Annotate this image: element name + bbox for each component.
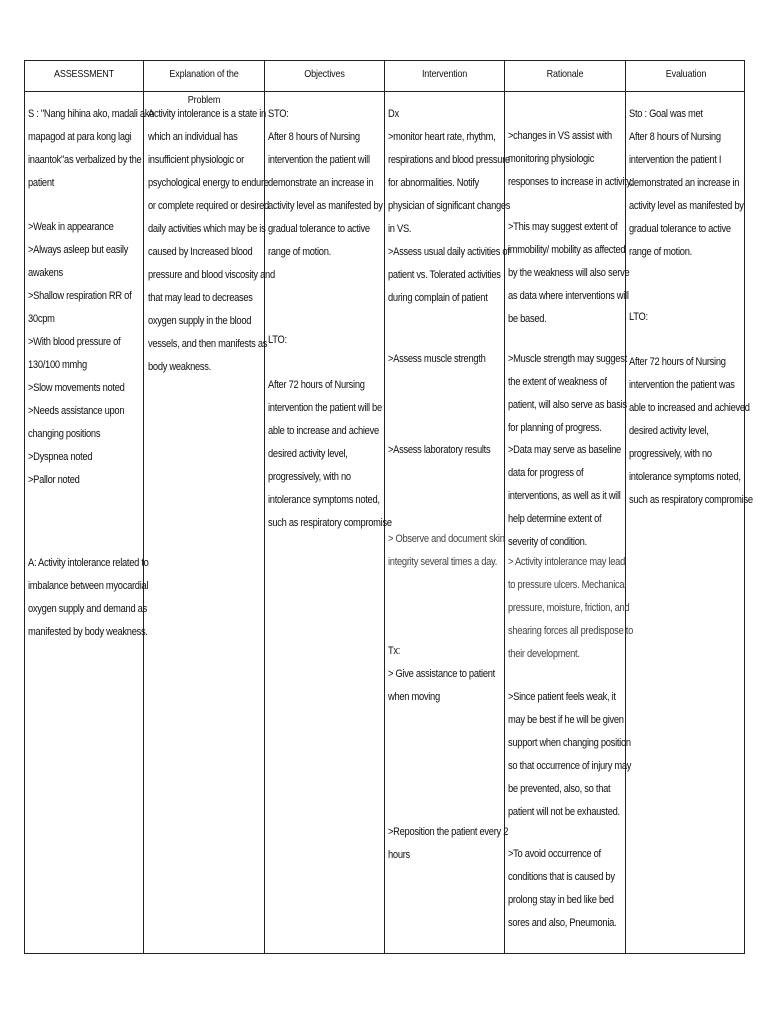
intervention-dx: Dx >monitor heart rate, rhythm, respirations and blood pressure for abnormalities. Notify physician of significant changes in VS. >Assess usual daily activities of patient vs. Tolerated activities during complain of patient <box>388 108 511 304</box>
intervention-tx: Tx: > Give assistance to patient when moving <box>388 645 495 703</box>
evaluation-lto-label: LTO: <box>629 311 648 323</box>
objectives-lto: After 72 hours of Nursing intervention the patient will be able to increase and achieve desired activity level, progressively, with no intolerance symptoms noted, such as respiratory compromise <box>268 379 392 529</box>
rationale-muscle: >Muscle strength may suggest the extent of weakness of patient, will also serve as basis for planning of progress. <box>508 353 627 434</box>
explanation-text: Activity intolerance is a state in which an individual has insufficient physiologic or psychological energy to endure or complete required or desired daily activities which may be is caused by Increased blood pressure and blood viscosity and that may lead to decreases oxygen supply in the blood vessels, and then manifests as body weakness. <box>148 108 275 373</box>
rationale-assist: >Since patient feels weak, it may be best if he will be given support when changing position so that occurrence of injury may be prevented, also, so that patient will not be exhausted. <box>508 691 632 818</box>
rationale-vs: >changes in VS assist with monitoring physiologic responses to increase in activity. <box>508 130 633 188</box>
header-explanation: Explanation of the Problem <box>169 68 239 106</box>
intervention-reposition: >Reposition the patient every 2 hours <box>388 826 509 861</box>
evaluation-lto: After 72 hours of Nursing intervention the patient was able to increased and achieved desired activity level, progressively, with no intolerance symptoms noted, such as respiratory compromise <box>629 356 753 506</box>
header-rationale: Rationale <box>546 68 584 80</box>
header-intervention: Intervention <box>421 68 468 80</box>
header-evaluation: Evaluation <box>665 68 707 80</box>
assessment-cues: >Weak in appearance >Always asleep but easily awakens >Shallow respiration RR of 30cpm >With blood pressure of 130/100 mmhg >Slow movements noted >Needs assistance upon changing positions >Dyspnea noted >Pallor noted <box>28 221 132 486</box>
evaluation-sto: Sto : Goal was met After 8 hours of Nursing intervention the patient I demonstrated an increase in activity level as manifested by gradual tolerance to active range of motion. <box>629 108 744 258</box>
intervention-labs: >Assess laboratory results <box>388 444 491 456</box>
nursing-care-plan-table <box>24 60 753 954</box>
assessment-analysis: A: Activity intolerance related to imbalance between myocardial oxygen supply and demand as manifested by body weakness. <box>28 557 149 638</box>
rationale-skin: > Activity intolerance may lead to pressure ulcers. Mechanical pressure, moisture, friction, and shearing forces all predispose to their development. <box>508 556 634 660</box>
header-assessment: ASSESSMENT <box>53 68 115 80</box>
intervention-muscle: >Assess muscle strength <box>388 353 486 365</box>
objectives-lto-label: LTO: <box>268 334 287 346</box>
rationale-reposition: >To avoid occurrence of conditions that is caused by prolong stay in bed like bed sores and also, Pneumonia. <box>508 848 617 929</box>
assessment-subjective: S : "Nang hihina ako, madali ako mapagod at para kong lagi inaantok"as verbalized by the patient <box>28 108 155 189</box>
objectives-sto: STO: After 8 hours of Nursing intervention the patient will demonstrate an increase in activity level as manifested by gradual tolerance to active range of motion. <box>268 108 383 258</box>
rationale-immobility: >This may suggest extent of immobility/ mobility as affected by the weakness will also serve as data where interventions will be based. <box>508 221 630 325</box>
intervention-skin: > Observe and document skin integrity several times a day. <box>388 533 505 568</box>
rationale-labs: >Data may serve as baseline data for progress of interventions, as well as it will help determine extent of severity of condition. <box>508 444 621 548</box>
header-objectives: Objectives <box>304 68 345 80</box>
header-divider <box>25 91 744 92</box>
